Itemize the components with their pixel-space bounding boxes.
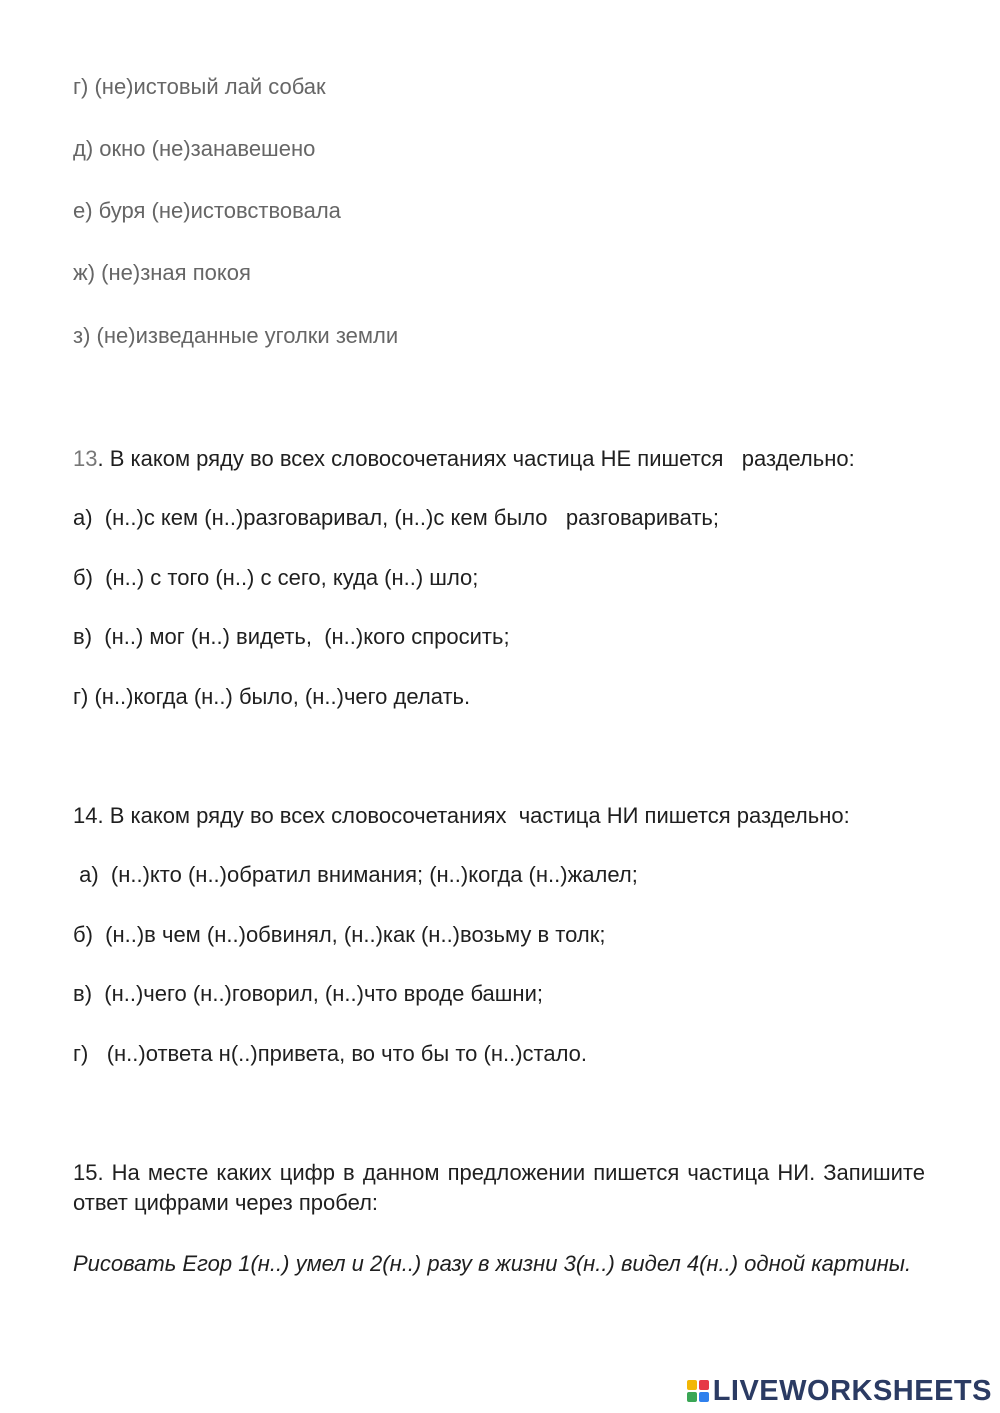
logo-text: LIVEWORKSHEETS — [712, 1374, 992, 1407]
q12-item-d: д) окно (не)занавешено — [73, 136, 316, 161]
q13-option-v: в) (н..) мог (н..) видеть, (н..)кого спросить; — [73, 624, 510, 649]
q15-question: 15. На месте каких цифр в данном предложении пишется частица НИ. Запишите ответ цифрами через пробел: — [73, 1160, 925, 1215]
logo-square-2 — [699, 1380, 709, 1390]
logo-square-3 — [687, 1392, 697, 1402]
q13-option-a: а) (н..)с кем (н..)разговаривал, (н..)с кем было разговаривать; — [73, 505, 720, 530]
q13-question — [73, 446, 855, 472]
logo-square-1 — [687, 1380, 697, 1390]
q14-option-a: а) (н..)кто (н..)обратил внимания; (н..)когда (н..)жалел; — [73, 862, 638, 887]
q12-item-g: г) (не)истовый лай собак — [73, 74, 326, 99]
q12-item-zh: ж) (не)зная покоя — [73, 260, 251, 285]
q14-option-g: г) (н..)ответа н(..)привета, во что бы то (н..)стало. — [73, 1041, 588, 1066]
q12-item-e: е) буря (не)истовствовала — [73, 198, 341, 223]
liveworksheets-logo — [687, 1373, 992, 1409]
q14-option-v: в) (н..)чего (н..)говорил, (н..)что вроде башни; — [73, 981, 543, 1006]
q14-question: 14. В каком ряду во всех словосочетаниях частица НИ пишется раздельно: — [73, 803, 850, 828]
q14-option-b: б) (н..)в чем (н..)обвинял, (н..)как (н..)возьму в толк; — [73, 922, 606, 947]
q13-question-text: . В каком ряду во всех словосочетаниях частица НЕ пишется раздельно: — [97, 446, 855, 471]
q13-option-g: г) (н..)когда (н..) было, (н..)чего делать. — [73, 684, 471, 709]
q13-option-b: б) (н..) с того (н..) с сего, куда (н..) шло; — [73, 565, 479, 590]
q12-item-z: з) (не)изведанные уголки земли — [73, 323, 399, 348]
logo-mark-icon — [687, 1380, 709, 1402]
q15-sentence: Рисовать Егор 1(н..) умел и 2(н..) разу в жизни 3(н..) видел 4(н..) одной картины. — [73, 1251, 912, 1276]
q13-number: 13 — [73, 446, 98, 471]
logo-square-4 — [699, 1392, 709, 1402]
